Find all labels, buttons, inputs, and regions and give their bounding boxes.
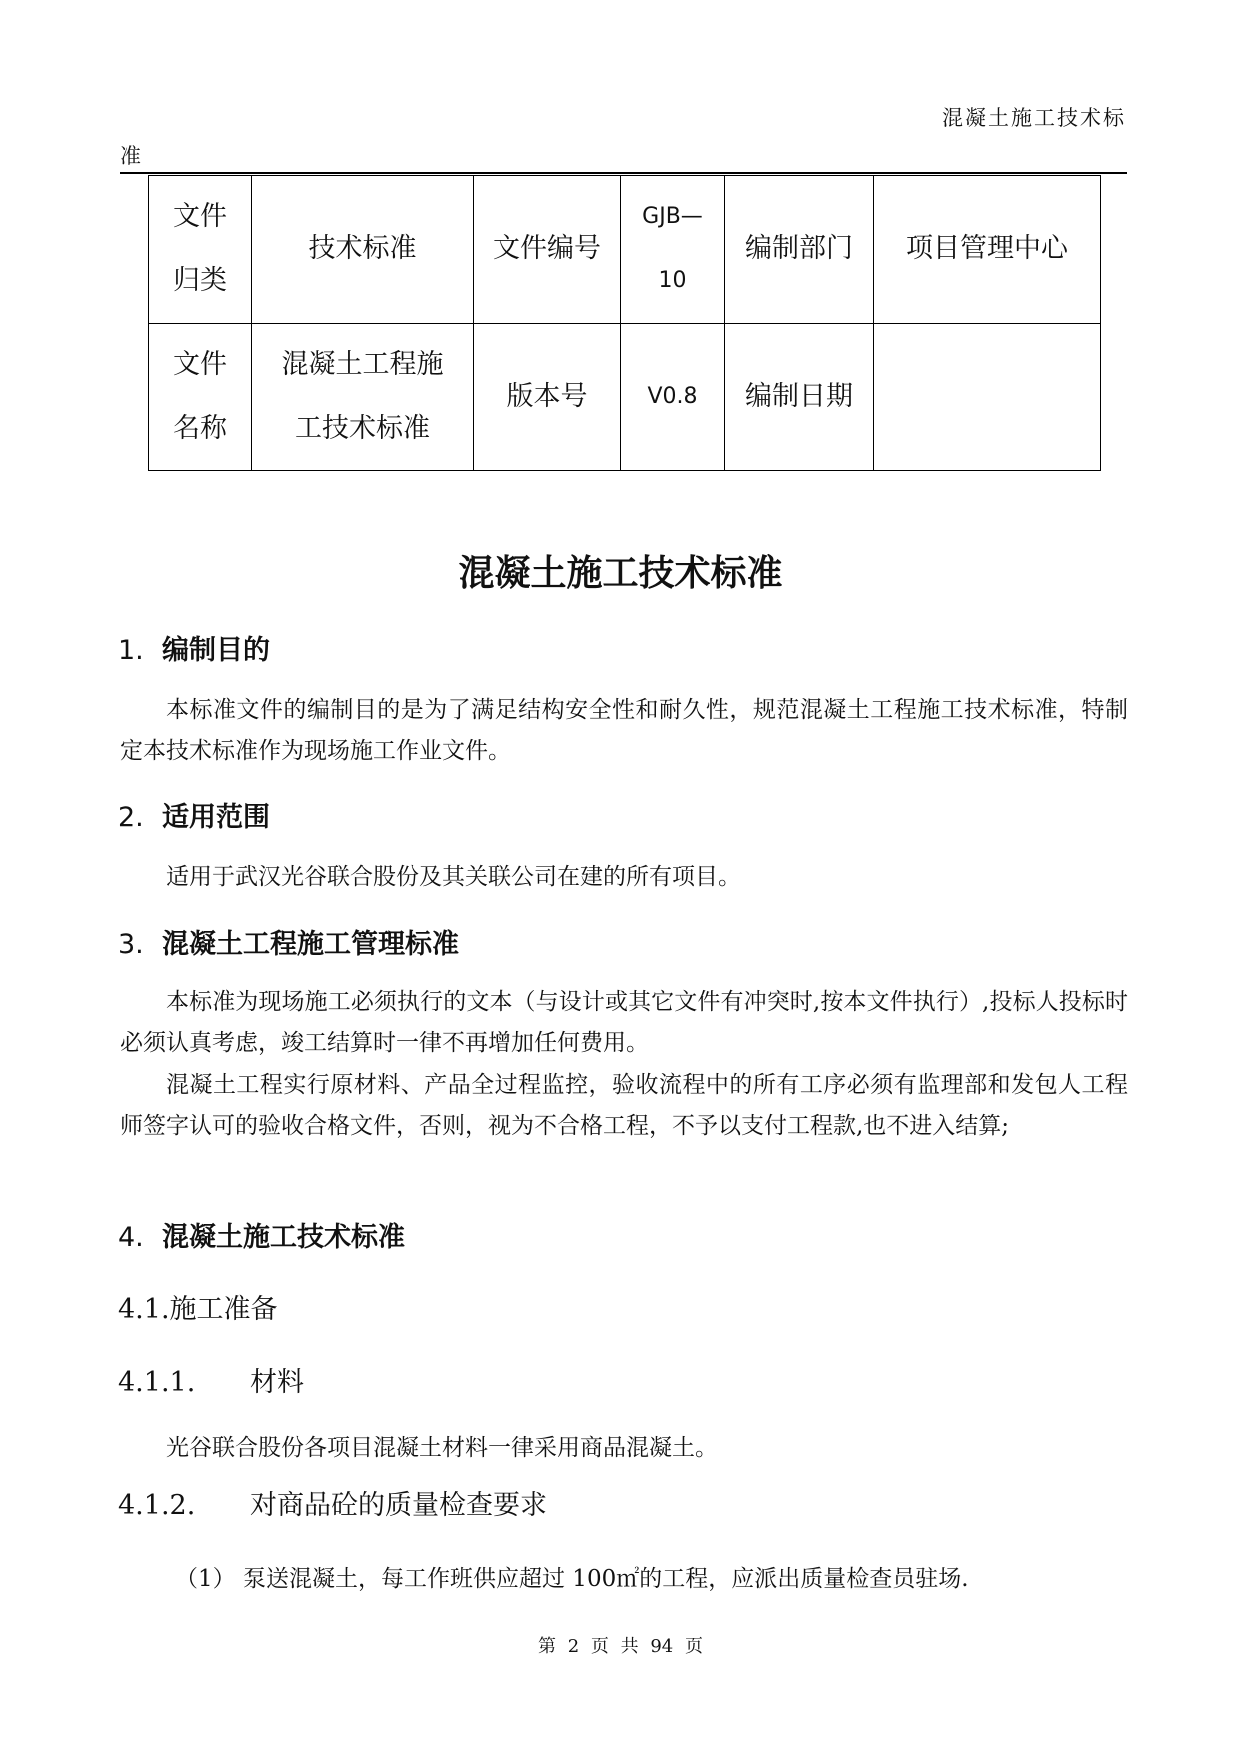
subsubsection-heading (118, 1360, 304, 1399)
document-info-table (148, 175, 1101, 471)
table-cell: V0.8 (621, 323, 725, 471)
running-header-wrap: 准 (120, 144, 141, 168)
section-number: 1. (118, 635, 144, 666)
list-item-text: 泵送混凝土，每工作班供应超过 100㎡的工程，应派出质量检查员驻场. (243, 1566, 969, 1592)
section-title: 适用范围 (162, 802, 270, 833)
table-row (149, 323, 1101, 471)
table-cell (149, 176, 252, 324)
section-title: 编制目的 (162, 635, 270, 666)
section-title: 材料 (250, 1367, 304, 1398)
paragraph: 混凝土工程实行原材料、产品全过程监控，验收流程中的所有工序必须有监理部和发包人工程师签字认可的验收合格文件，否则，视为不合格工程，不予以支付工程款,也不进入结算; (120, 1072, 1128, 1139)
section-number: 4.1.1. (118, 1367, 196, 1398)
table-cell (149, 323, 252, 471)
cell-text: 混凝土工程施 (281, 348, 444, 380)
page-footer: 第 2 页 共 94 页 (538, 1636, 703, 1657)
running-header-title: 混凝土施工技术标 (942, 106, 1126, 130)
section-title: 混凝土工程施工管理标准 (162, 929, 459, 960)
subsubsection-heading (118, 1483, 547, 1522)
table-cell (252, 323, 474, 471)
cell-text: 名称 (172, 412, 227, 444)
cell-text: 文件 (172, 348, 227, 380)
cell-text: GJB— (642, 204, 703, 230)
section-heading-2 (118, 795, 270, 834)
cell-text: 文件 (172, 201, 227, 233)
cell-text: 10 (658, 268, 687, 294)
document-title: 混凝土施工技术标准 (458, 553, 783, 594)
paragraph: 本标准文件的编制目的是为了满足结构安全性和耐久性，规范混凝土工程施工技术标准，特制定本技术标准作为现场施工作业文件。 (120, 697, 1128, 764)
table-cell: 项目管理中心 (874, 176, 1101, 324)
table-cell: 技术标准 (252, 176, 474, 324)
subsection-heading: 4.1.施工准备 (118, 1294, 278, 1325)
table-cell: 编制部门 (725, 176, 874, 324)
paragraph: 本标准为现场施工必须执行的文本（与设计或其它文件有冲突时,按本文件执行）,投标人投标时必须认真考虑，竣工结算时一律不再增加任何费用。 (120, 989, 1128, 1056)
paragraph: 光谷联合股份各项目混凝土材料一律采用商品混凝土。 (166, 1435, 718, 1461)
section-number: 2. (118, 802, 144, 833)
section-heading-3 (118, 922, 459, 961)
section-number: 3. (118, 929, 144, 960)
table-cell (874, 323, 1101, 471)
cell-text: 工技术标准 (295, 412, 430, 444)
table-row (149, 176, 1101, 324)
list-item (175, 1560, 969, 1593)
section-title: 混凝土施工技术标准 (162, 1222, 405, 1253)
section-number: 4.1.2. (118, 1490, 196, 1521)
paragraph: 适用于武汉光谷联合股份及其关联公司在建的所有项目。 (166, 864, 741, 890)
header-rule (120, 172, 1127, 174)
cell-text: 归类 (172, 265, 227, 297)
table-cell: 编制日期 (725, 323, 874, 471)
section-number: 4. (118, 1222, 144, 1253)
section-heading-4 (118, 1215, 405, 1254)
list-item-number: （1） (175, 1566, 236, 1592)
table-cell: 文件编号 (474, 176, 621, 324)
table-cell: 版本号 (474, 323, 621, 471)
table-cell (621, 176, 725, 324)
section-heading-1 (118, 628, 270, 667)
section-title: 对商品砼的质量检查要求 (250, 1490, 547, 1521)
